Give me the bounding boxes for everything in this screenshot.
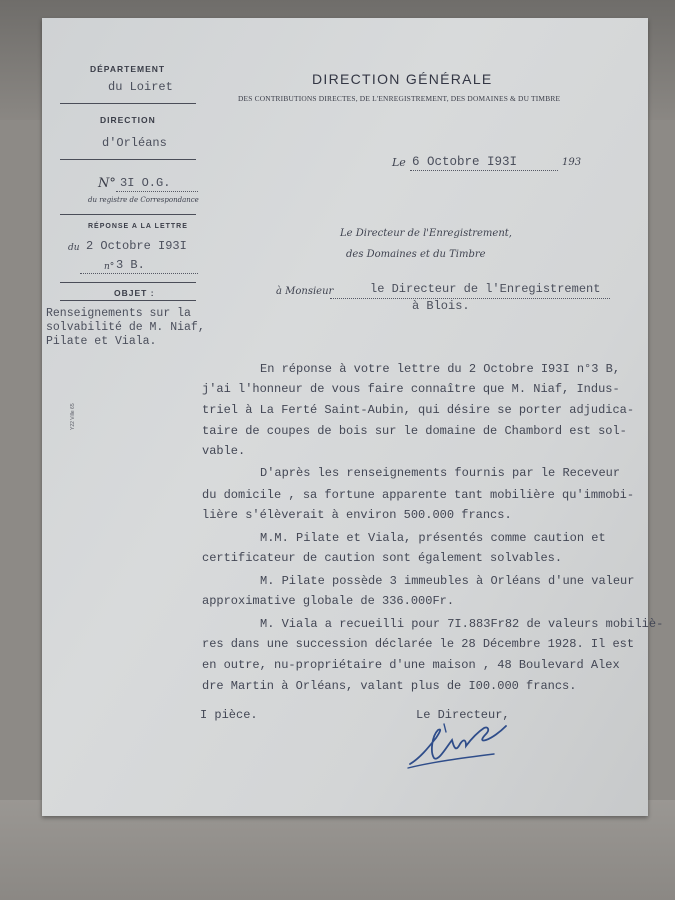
body-line-2: j'ai l'honneur de vous faire connaître que M. Niaf, Indus- (202, 382, 620, 396)
rule-registre (60, 214, 196, 215)
direction-value: d'Orléans (102, 136, 167, 150)
recipient-line-2: à Blois. (412, 299, 470, 313)
date-le: Le (392, 156, 406, 169)
body-line-5: vable. (202, 444, 246, 458)
closing-title: Le Directeur, (416, 708, 510, 722)
body-line-10: certificateur de caution sont également solvables. (202, 551, 563, 565)
body-line-14: res dans une succession déclarée le 28 Décembre 1928. Il est (202, 637, 635, 651)
registre-dots (116, 191, 198, 192)
rule-direction (60, 159, 196, 160)
body-line-11: M. Pilate possède 3 immeubles à Orléans d'une valeur (260, 574, 635, 588)
body-line-8: lière s'élèverait à environ 500.000 francs. (202, 508, 512, 522)
heading-title: DIRECTION GÉNÉRALE (312, 71, 493, 87)
rule-objet (60, 300, 196, 301)
registre-prefix: N° (98, 176, 116, 191)
body-line-6: D'après les renseignements fournis par le Receveur (260, 466, 621, 480)
reponse-number-prefix: n° (104, 262, 115, 272)
body-line-3: triel à La Ferté Saint-Aubin, qui désire se porter adjudica- (202, 403, 635, 417)
objet-line-3: Pilate et Viala. (46, 335, 157, 348)
recipient-line-1: le Directeur de l'Enregistrement (370, 282, 601, 296)
heading-subtitle: DES CONTRIBUTIONS DIRECTES, DE L'ENREGISTREMENT, DES DOMAINES & DU TIMBRE (238, 94, 561, 103)
reponse-number: 3 B. (116, 258, 145, 272)
reponse-label: RÉPONSE A LA LETTRE (88, 223, 188, 230)
recipient-dots (330, 298, 610, 299)
objet-line-1: Renseignements sur la (46, 307, 191, 320)
reponse-date: 2 Octobre I93I (86, 239, 187, 253)
body-line-1: En réponse à votre lettre du 2 Octobre I93I n°3 B, (260, 362, 621, 376)
body-line-12: approximative globale de 336.000Fr. (202, 594, 455, 608)
body-line-16: dre Martin à Orléans, valant plus de I00.000 francs. (202, 679, 577, 693)
reponse-dots (80, 273, 198, 274)
rule-departement (60, 103, 196, 104)
registre-caption: du registre de Correspondance (88, 196, 199, 204)
direction-label: DIRECTION (100, 115, 156, 125)
reponse-du: du (68, 243, 80, 253)
signature-icon (402, 718, 522, 778)
registre-number: 3I O.G. (120, 176, 171, 190)
sender-line-1: Le Directeur de l'Enregistrement, (340, 228, 512, 239)
enclosure-note: I pièce. (200, 708, 258, 722)
body-line-9: M.M. Pilate et Viala, présentés comme caution et (260, 531, 606, 545)
date-year-print: 193 (562, 157, 582, 168)
body-line-7: du domicile , sa fortune apparente tant mobilière qu'immobi- (202, 488, 635, 502)
letter-date: 6 Octobre I93I (412, 155, 518, 169)
rule-reponse (60, 282, 196, 283)
sender-line-2: des Domaines et du Timbre (346, 249, 486, 260)
body-line-15: en outre, nu-propriétaire d'une maison , 48 Boulevard Alex (202, 658, 620, 672)
letter-page (42, 18, 664, 816)
margin-print-code: Y22 Ville 65 (70, 403, 76, 430)
body-line-13: M. Viala a recueilli pour 7I.883Fr82 de valeurs mobiliè- (260, 617, 664, 631)
date-dots (410, 170, 558, 171)
recipient-prefix: à Monsieur (276, 286, 334, 297)
objet-label: OBJET : (114, 288, 155, 298)
body-line-4: taire de coupes de bois sur le domaine de Chambord est sol- (202, 424, 627, 438)
objet-line-2: solvabilité de M. Niaf, (46, 321, 205, 334)
departement-label: DÉPARTEMENT (90, 64, 166, 74)
departement-value: du Loiret (108, 80, 173, 94)
